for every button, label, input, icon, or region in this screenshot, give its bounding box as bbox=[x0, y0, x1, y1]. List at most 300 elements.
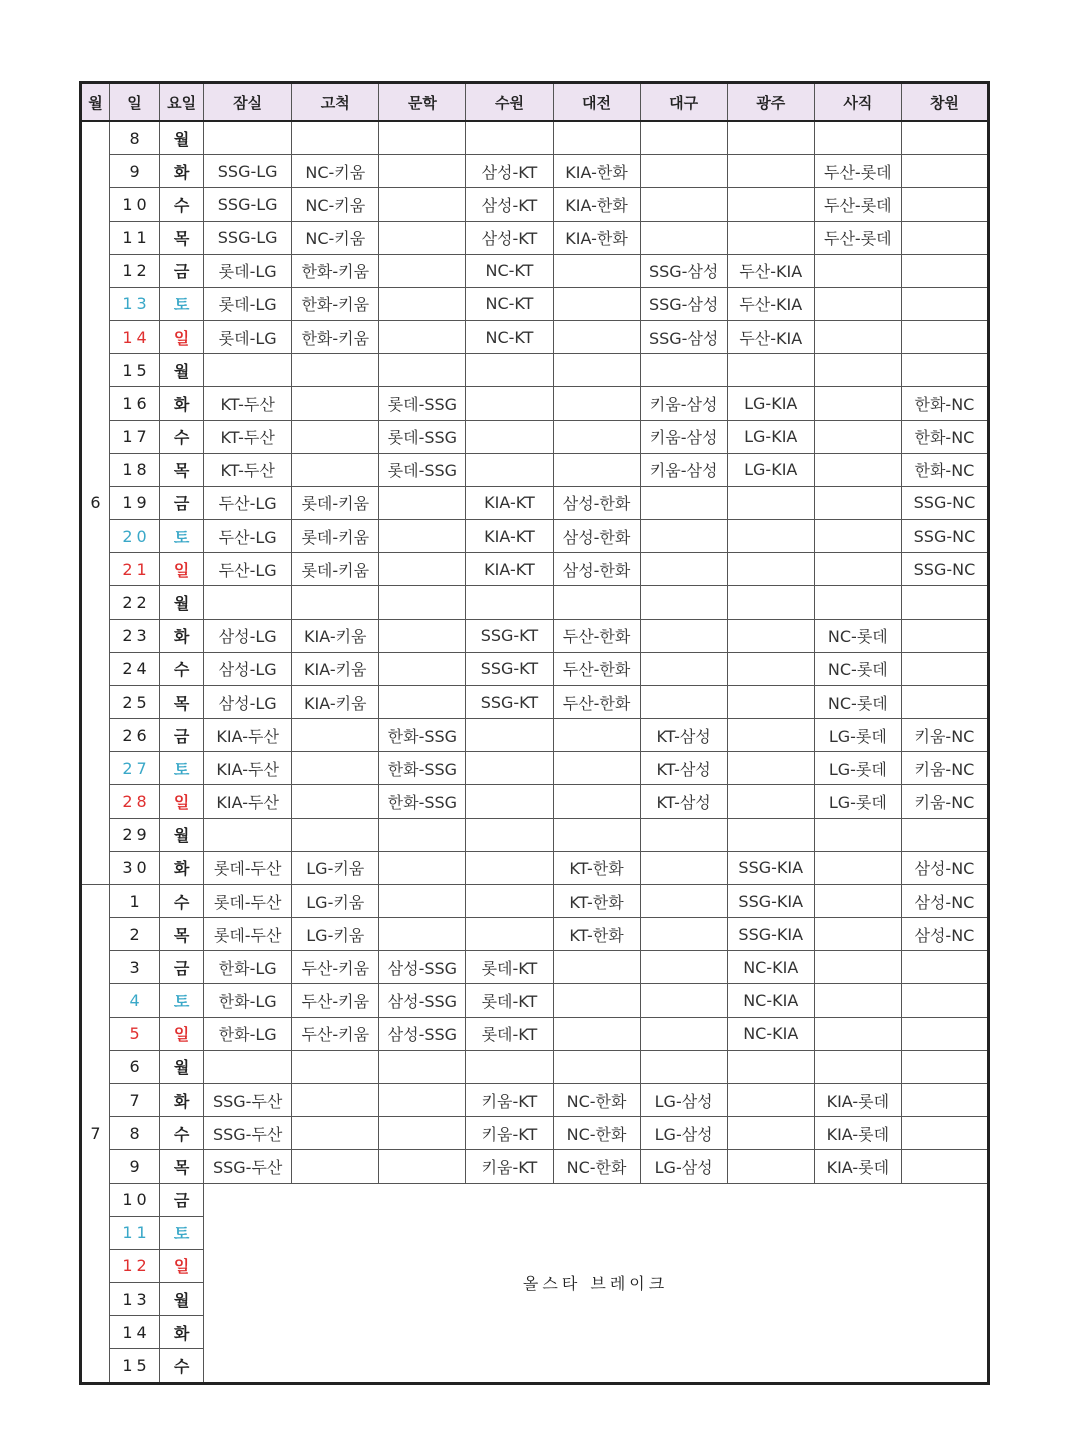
day-cell: 25 bbox=[110, 685, 160, 718]
game-cell: 키움-삼성 bbox=[640, 453, 727, 486]
game-cell: NC-KIA bbox=[727, 951, 814, 984]
table-body bbox=[81, 121, 989, 1384]
game-cell bbox=[553, 951, 640, 984]
weekday-cell: 일 bbox=[160, 553, 204, 586]
game-cell bbox=[379, 553, 466, 586]
game-cell: SSG-LG bbox=[204, 188, 292, 221]
game-cell: 롯데-SSG bbox=[379, 387, 466, 420]
game-cell bbox=[727, 752, 814, 785]
table-row bbox=[81, 918, 989, 951]
game-cell bbox=[640, 884, 727, 917]
day-cell: 9 bbox=[110, 1150, 160, 1183]
game-cell: 한화-SSG bbox=[379, 752, 466, 785]
weekday-cell: 토 bbox=[160, 752, 204, 785]
table-row bbox=[81, 851, 989, 884]
game-cell bbox=[292, 387, 379, 420]
game-cell bbox=[292, 453, 379, 486]
game-cell bbox=[640, 652, 727, 685]
game-cell bbox=[466, 918, 553, 951]
game-cell: KIA-키움 bbox=[292, 619, 379, 652]
game-cell: LG-키움 bbox=[292, 851, 379, 884]
game-cell: 롯데-KT bbox=[466, 1017, 553, 1050]
day-cell: 3 bbox=[110, 951, 160, 984]
game-cell: KIA-KT bbox=[466, 520, 553, 553]
game-cell bbox=[814, 354, 901, 387]
weekday-cell: 일 bbox=[160, 785, 204, 818]
day-cell: 23 bbox=[110, 619, 160, 652]
game-cell: KT-삼성 bbox=[640, 752, 727, 785]
game-cell bbox=[379, 884, 466, 917]
game-cell: SSG-NC bbox=[901, 520, 988, 553]
game-cell: NC-KIA bbox=[727, 984, 814, 1017]
game-cell: 삼성-한화 bbox=[553, 520, 640, 553]
game-cell: SSG-LG bbox=[204, 155, 292, 188]
column-header: 문학 bbox=[379, 83, 466, 122]
game-cell bbox=[727, 586, 814, 619]
game-cell bbox=[901, 321, 988, 354]
day-cell: 17 bbox=[110, 420, 160, 453]
game-cell bbox=[379, 851, 466, 884]
day-cell: 21 bbox=[110, 553, 160, 586]
game-cell: 두산-LG bbox=[204, 520, 292, 553]
game-cell: 삼성-KT bbox=[466, 155, 553, 188]
game-cell: KIA-한화 bbox=[553, 221, 640, 254]
table-row bbox=[81, 1150, 989, 1183]
game-cell bbox=[640, 685, 727, 718]
game-cell bbox=[466, 818, 553, 851]
game-cell bbox=[727, 155, 814, 188]
game-cell bbox=[466, 719, 553, 752]
game-cell: 삼성-NC bbox=[901, 918, 988, 951]
weekday-cell: 토 bbox=[160, 287, 204, 320]
weekday-cell: 월 bbox=[160, 818, 204, 851]
game-cell bbox=[727, 719, 814, 752]
game-cell: KIA-한화 bbox=[553, 188, 640, 221]
table-row bbox=[81, 486, 989, 519]
game-cell: KIA-KT bbox=[466, 486, 553, 519]
game-cell bbox=[814, 254, 901, 287]
game-cell: KT-두산 bbox=[204, 453, 292, 486]
day-cell: 12 bbox=[110, 1249, 160, 1282]
game-cell bbox=[466, 752, 553, 785]
game-cell bbox=[292, 719, 379, 752]
game-cell bbox=[727, 121, 814, 155]
table-row bbox=[81, 685, 989, 718]
game-cell bbox=[553, 453, 640, 486]
day-cell: 10 bbox=[110, 188, 160, 221]
allstar-break-label: 올스타 브레이크 bbox=[204, 1183, 989, 1384]
game-cell: KIA-키움 bbox=[292, 685, 379, 718]
weekday-cell: 토 bbox=[160, 984, 204, 1017]
day-cell: 7 bbox=[110, 1083, 160, 1116]
game-cell: 키움-NC bbox=[901, 785, 988, 818]
table-row bbox=[81, 752, 989, 785]
game-cell: SSG-KIA bbox=[727, 918, 814, 951]
game-cell bbox=[901, 1083, 988, 1116]
game-cell bbox=[553, 1050, 640, 1083]
day-cell: 13 bbox=[110, 287, 160, 320]
table-row bbox=[81, 984, 989, 1017]
game-cell: SSG-삼성 bbox=[640, 287, 727, 320]
table-row bbox=[81, 719, 989, 752]
game-cell: NC-KT bbox=[466, 321, 553, 354]
game-cell bbox=[814, 1050, 901, 1083]
game-cell: 키움-삼성 bbox=[640, 420, 727, 453]
game-cell: KIA-롯데 bbox=[814, 1083, 901, 1116]
game-cell: 한화-NC bbox=[901, 387, 988, 420]
game-cell: 롯데-두산 bbox=[204, 918, 292, 951]
game-cell: 두산-키움 bbox=[292, 951, 379, 984]
game-cell: SSG-KT bbox=[466, 685, 553, 718]
game-cell bbox=[901, 685, 988, 718]
day-cell: 2 bbox=[110, 918, 160, 951]
game-cell bbox=[379, 155, 466, 188]
game-cell: 두산-한화 bbox=[553, 652, 640, 685]
column-header: 대전 bbox=[553, 83, 640, 122]
game-cell bbox=[640, 121, 727, 155]
weekday-cell: 화 bbox=[160, 851, 204, 884]
game-cell: 롯데-키움 bbox=[292, 520, 379, 553]
game-cell bbox=[640, 851, 727, 884]
column-header: 일 bbox=[110, 83, 160, 122]
game-cell bbox=[466, 420, 553, 453]
weekday-cell: 일 bbox=[160, 321, 204, 354]
game-cell bbox=[553, 984, 640, 1017]
weekday-cell: 금 bbox=[160, 719, 204, 752]
game-cell: 롯데-두산 bbox=[204, 851, 292, 884]
game-cell bbox=[727, 221, 814, 254]
game-cell: SSG-NC bbox=[901, 486, 988, 519]
weekday-cell: 토 bbox=[160, 520, 204, 553]
game-cell bbox=[292, 1117, 379, 1150]
game-cell: KT-삼성 bbox=[640, 785, 727, 818]
game-cell bbox=[814, 884, 901, 917]
game-cell bbox=[901, 586, 988, 619]
table-row bbox=[81, 951, 989, 984]
game-cell bbox=[727, 486, 814, 519]
game-cell: 삼성-한화 bbox=[553, 486, 640, 519]
game-cell: SSG-KIA bbox=[727, 884, 814, 917]
day-cell: 29 bbox=[110, 818, 160, 851]
weekday-cell: 월 bbox=[160, 121, 204, 155]
game-cell: SSG-KIA bbox=[727, 851, 814, 884]
game-cell: KT-삼성 bbox=[640, 719, 727, 752]
column-header: 광주 bbox=[727, 83, 814, 122]
game-cell: KIA-두산 bbox=[204, 752, 292, 785]
weekday-cell: 목 bbox=[160, 221, 204, 254]
game-cell: KT-두산 bbox=[204, 420, 292, 453]
table-row bbox=[81, 354, 989, 387]
game-cell bbox=[640, 155, 727, 188]
game-cell bbox=[727, 818, 814, 851]
game-cell bbox=[901, 1117, 988, 1150]
day-cell: 8 bbox=[110, 121, 160, 155]
weekday-cell: 일 bbox=[160, 1249, 204, 1282]
day-cell: 27 bbox=[110, 752, 160, 785]
game-cell bbox=[727, 188, 814, 221]
game-cell: LG-삼성 bbox=[640, 1150, 727, 1183]
game-cell bbox=[640, 818, 727, 851]
game-cell: NC-키움 bbox=[292, 221, 379, 254]
column-header: 대구 bbox=[640, 83, 727, 122]
game-cell bbox=[292, 420, 379, 453]
game-cell bbox=[814, 851, 901, 884]
game-cell: 두산-한화 bbox=[553, 619, 640, 652]
game-cell: KT-두산 bbox=[204, 387, 292, 420]
day-cell: 11 bbox=[110, 1216, 160, 1249]
weekday-cell: 월 bbox=[160, 586, 204, 619]
table-row bbox=[81, 520, 989, 553]
weekday-cell: 목 bbox=[160, 918, 204, 951]
game-cell bbox=[379, 1050, 466, 1083]
game-cell: SSG-삼성 bbox=[640, 321, 727, 354]
game-cell bbox=[379, 121, 466, 155]
game-cell bbox=[204, 121, 292, 155]
table-row bbox=[81, 121, 989, 155]
game-cell: NC-한화 bbox=[553, 1117, 640, 1150]
game-cell bbox=[814, 918, 901, 951]
game-cell bbox=[292, 752, 379, 785]
day-cell: 6 bbox=[110, 1050, 160, 1083]
game-cell bbox=[292, 785, 379, 818]
game-cell bbox=[727, 1050, 814, 1083]
game-cell bbox=[814, 121, 901, 155]
game-cell: LG-KIA bbox=[727, 387, 814, 420]
weekday-cell: 수 bbox=[160, 884, 204, 917]
game-cell bbox=[379, 586, 466, 619]
game-cell bbox=[204, 586, 292, 619]
game-cell bbox=[379, 486, 466, 519]
game-cell: 롯데-LG bbox=[204, 254, 292, 287]
game-cell bbox=[814, 321, 901, 354]
game-cell: 삼성-NC bbox=[901, 884, 988, 917]
game-cell bbox=[553, 785, 640, 818]
weekday-cell: 화 bbox=[160, 387, 204, 420]
weekday-cell: 목 bbox=[160, 453, 204, 486]
weekday-cell: 목 bbox=[160, 1150, 204, 1183]
weekday-cell: 월 bbox=[160, 1050, 204, 1083]
game-cell bbox=[204, 1050, 292, 1083]
game-cell: LG-키움 bbox=[292, 884, 379, 917]
game-cell bbox=[379, 1083, 466, 1116]
game-cell: 두산-KIA bbox=[727, 254, 814, 287]
table-row bbox=[81, 254, 989, 287]
game-cell bbox=[379, 221, 466, 254]
game-cell: KIA-롯데 bbox=[814, 1150, 901, 1183]
game-cell: 한화-NC bbox=[901, 453, 988, 486]
day-cell: 30 bbox=[110, 851, 160, 884]
game-cell bbox=[553, 752, 640, 785]
game-cell bbox=[204, 818, 292, 851]
day-cell: 10 bbox=[110, 1183, 160, 1216]
weekday-cell: 화 bbox=[160, 1316, 204, 1349]
game-cell: KIA-두산 bbox=[204, 785, 292, 818]
game-cell: NC-KIA bbox=[727, 1017, 814, 1050]
game-cell bbox=[727, 619, 814, 652]
day-cell: 20 bbox=[110, 520, 160, 553]
game-cell bbox=[901, 1050, 988, 1083]
game-cell bbox=[553, 287, 640, 320]
game-cell bbox=[553, 254, 640, 287]
game-cell bbox=[727, 652, 814, 685]
game-cell bbox=[379, 685, 466, 718]
game-cell bbox=[553, 321, 640, 354]
game-cell: 삼성-NC bbox=[901, 851, 988, 884]
weekday-cell: 화 bbox=[160, 619, 204, 652]
game-cell bbox=[901, 221, 988, 254]
table-row bbox=[81, 652, 989, 685]
column-header: 요일 bbox=[160, 83, 204, 122]
table-row bbox=[81, 586, 989, 619]
day-cell: 26 bbox=[110, 719, 160, 752]
game-cell bbox=[814, 818, 901, 851]
game-cell bbox=[640, 354, 727, 387]
game-cell bbox=[466, 121, 553, 155]
game-cell: SSG-삼성 bbox=[640, 254, 727, 287]
game-cell bbox=[553, 354, 640, 387]
game-cell bbox=[814, 287, 901, 320]
game-cell: SSG-KT bbox=[466, 619, 553, 652]
game-cell bbox=[727, 785, 814, 818]
table-row bbox=[81, 221, 989, 254]
day-cell: 13 bbox=[110, 1283, 160, 1316]
game-cell: 키움-KT bbox=[466, 1117, 553, 1150]
game-cell bbox=[901, 188, 988, 221]
game-cell bbox=[379, 1150, 466, 1183]
weekday-cell: 금 bbox=[160, 486, 204, 519]
game-cell: 한화-LG bbox=[204, 951, 292, 984]
game-cell bbox=[814, 984, 901, 1017]
game-cell: 삼성-SSG bbox=[379, 984, 466, 1017]
game-cell bbox=[901, 1017, 988, 1050]
game-cell: 삼성-KT bbox=[466, 188, 553, 221]
game-cell bbox=[553, 586, 640, 619]
game-cell: NC-키움 bbox=[292, 155, 379, 188]
game-cell: NC-한화 bbox=[553, 1150, 640, 1183]
game-cell bbox=[379, 321, 466, 354]
table-header bbox=[81, 83, 989, 122]
game-cell: 롯데-SSG bbox=[379, 420, 466, 453]
game-cell bbox=[640, 1050, 727, 1083]
game-cell bbox=[814, 553, 901, 586]
game-cell: LG-KIA bbox=[727, 420, 814, 453]
weekday-cell: 화 bbox=[160, 155, 204, 188]
game-cell bbox=[727, 685, 814, 718]
day-cell: 18 bbox=[110, 453, 160, 486]
game-cell bbox=[640, 619, 727, 652]
game-cell: 한화-키움 bbox=[292, 287, 379, 320]
game-cell: SSG-두산 bbox=[204, 1150, 292, 1183]
game-cell bbox=[901, 155, 988, 188]
schedule-table bbox=[79, 81, 990, 1385]
table-row bbox=[81, 387, 989, 420]
game-cell bbox=[553, 420, 640, 453]
day-cell: 11 bbox=[110, 221, 160, 254]
game-cell: 삼성-KT bbox=[466, 221, 553, 254]
game-cell bbox=[901, 619, 988, 652]
game-cell: 두산-롯데 bbox=[814, 155, 901, 188]
game-cell bbox=[466, 884, 553, 917]
game-cell bbox=[640, 586, 727, 619]
game-cell bbox=[814, 951, 901, 984]
game-cell bbox=[292, 586, 379, 619]
game-cell: 롯데-KT bbox=[466, 984, 553, 1017]
game-cell bbox=[292, 818, 379, 851]
game-cell: 두산-KIA bbox=[727, 321, 814, 354]
game-cell bbox=[901, 818, 988, 851]
game-cell bbox=[204, 354, 292, 387]
game-cell: 삼성-한화 bbox=[553, 553, 640, 586]
day-cell: 5 bbox=[110, 1017, 160, 1050]
game-cell bbox=[466, 453, 553, 486]
game-cell: 한화-SSG bbox=[379, 719, 466, 752]
day-cell: 15 bbox=[110, 354, 160, 387]
day-cell: 19 bbox=[110, 486, 160, 519]
day-cell: 1 bbox=[110, 884, 160, 917]
weekday-cell: 토 bbox=[160, 1216, 204, 1249]
game-cell: 삼성-SSG bbox=[379, 1017, 466, 1050]
game-cell bbox=[379, 354, 466, 387]
weekday-cell: 화 bbox=[160, 1083, 204, 1116]
game-cell bbox=[553, 1017, 640, 1050]
day-cell: 24 bbox=[110, 652, 160, 685]
game-cell: 삼성-LG bbox=[204, 685, 292, 718]
game-cell bbox=[466, 354, 553, 387]
game-cell: 한화-NC bbox=[901, 420, 988, 453]
game-cell: 삼성-LG bbox=[204, 652, 292, 685]
game-cell: 롯데-키움 bbox=[292, 486, 379, 519]
table-row bbox=[81, 420, 989, 453]
game-cell: 롯데-KT bbox=[466, 951, 553, 984]
weekday-cell: 금 bbox=[160, 951, 204, 984]
game-cell: 키움-NC bbox=[901, 752, 988, 785]
game-cell bbox=[292, 121, 379, 155]
game-cell bbox=[901, 1150, 988, 1183]
game-cell bbox=[814, 520, 901, 553]
game-cell: LG-롯데 bbox=[814, 752, 901, 785]
game-cell bbox=[466, 387, 553, 420]
game-cell: 두산-LG bbox=[204, 486, 292, 519]
game-cell bbox=[292, 1150, 379, 1183]
game-cell: SSG-KT bbox=[466, 652, 553, 685]
game-cell bbox=[640, 1017, 727, 1050]
game-cell bbox=[466, 785, 553, 818]
game-cell: 키움-KT bbox=[466, 1083, 553, 1116]
day-cell: 14 bbox=[110, 1316, 160, 1349]
game-cell bbox=[814, 486, 901, 519]
game-cell: NC-한화 bbox=[553, 1083, 640, 1116]
game-cell: 한화-LG bbox=[204, 1017, 292, 1050]
weekday-cell: 금 bbox=[160, 1183, 204, 1216]
game-cell: 두산-키움 bbox=[292, 984, 379, 1017]
game-cell: KT-한화 bbox=[553, 884, 640, 917]
table-row bbox=[81, 453, 989, 486]
game-cell: 두산-LG bbox=[204, 553, 292, 586]
game-cell bbox=[727, 553, 814, 586]
game-cell bbox=[379, 918, 466, 951]
game-cell: 키움-KT bbox=[466, 1150, 553, 1183]
game-cell bbox=[727, 520, 814, 553]
table-row bbox=[81, 785, 989, 818]
game-cell: 두산-KIA bbox=[727, 287, 814, 320]
game-cell bbox=[379, 254, 466, 287]
table-row bbox=[81, 1117, 989, 1150]
game-cell: LG-롯데 bbox=[814, 785, 901, 818]
game-cell bbox=[727, 1150, 814, 1183]
game-cell: NC-KT bbox=[466, 254, 553, 287]
weekday-cell: 수 bbox=[160, 188, 204, 221]
weekday-cell: 월 bbox=[160, 354, 204, 387]
